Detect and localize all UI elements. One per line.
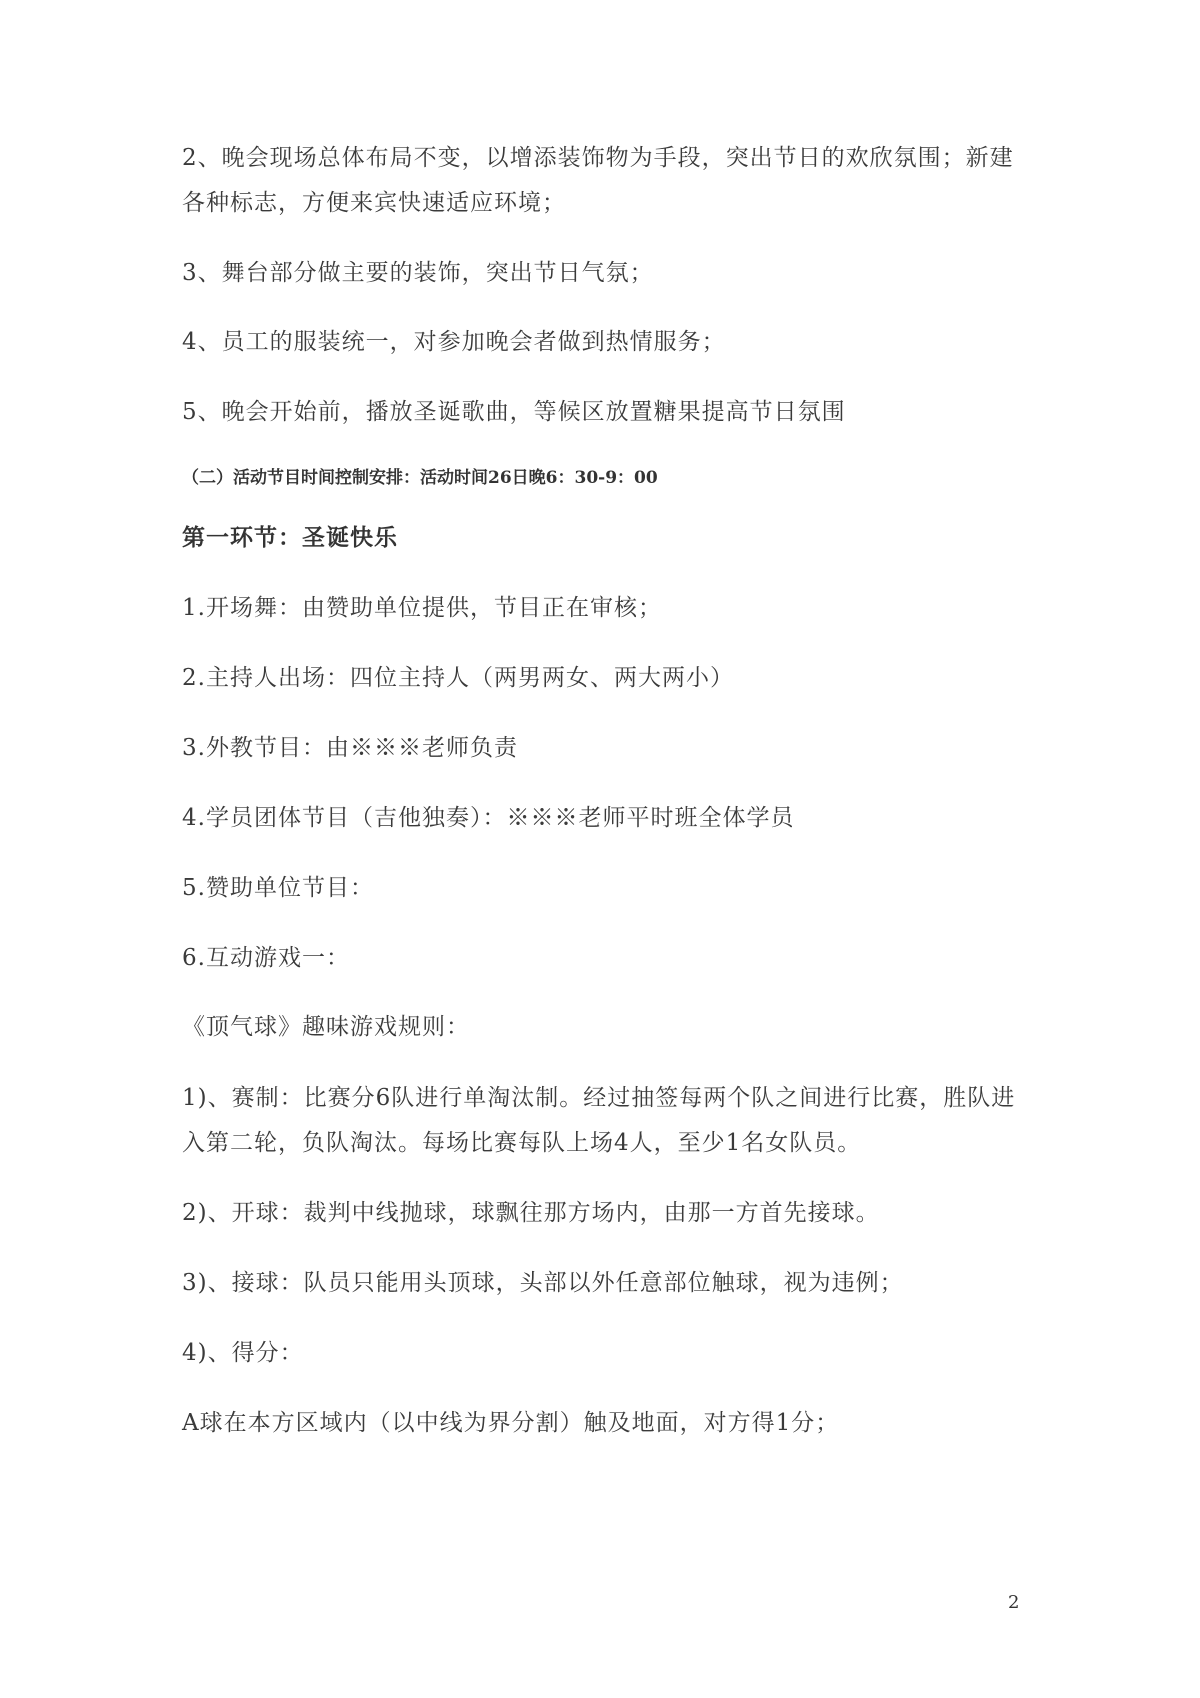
rule-1-line-1: 1)、赛制：比赛分6队进行单淘汰制。经过抽签每两个队之间进行比赛，胜队进 [182,1085,1016,1111]
paragraph-5: 5、晚会开始前，播放圣诞歌曲，等候区放置糖果提高节日氛围 [182,399,846,425]
page-number: 2 [1008,1592,1020,1613]
list-item-6: 6.互动游戏一： [182,945,350,971]
list-item-3: 3.外教节目：由※※※老师负责 [182,735,518,761]
schedule-subheading: （二）活动节目时间控制安排：活动时间26日晚6：30-9：00 [182,468,658,488]
paragraph-3: 3、舞台部分做主要的装饰，突出节日气氛； [182,260,654,286]
rule-4: 4)、得分： [182,1340,304,1366]
rule-1-line-2: 入第二轮，负队淘汰。每场比赛每队上场4人，至少1名女队员。 [182,1130,862,1156]
paragraph-2-line-1: 2、晚会现场总体布局不变，以增添装饰物为手段，突出节日的欢欣氛围；新建 [182,145,1014,171]
rule-2: 2)、开球：裁判中线抛球，球飘往那方场内，由那一方首先接球。 [182,1200,880,1226]
paragraph-2-line-2: 各种标志，方便来宾快速适应环境； [182,190,566,216]
game-title: 《顶气球》趣味游戏规则： [182,1014,470,1040]
list-item-4: 4.学员团体节目（吉他独奏）：※※※老师平时班全体学员 [182,805,795,831]
rule-3: 3)、接球：队员只能用头顶球，头部以外任意部位触球，视为违例； [182,1270,904,1296]
rule-a: A球在本方区域内（以中线为界分割）触及地面，对方得1分； [182,1410,840,1436]
list-item-2: 2.主持人出场：四位主持人（两男两女、两大两小） [182,665,734,691]
section-title: 第一环节：圣诞快乐 [182,524,398,551]
list-item-5: 5.赞助单位节目： [182,875,374,901]
paragraph-4: 4、员工的服装统一，对参加晚会者做到热情服务； [182,329,726,355]
list-item-1: 1.开场舞：由赞助单位提供，节目正在审核； [182,595,662,621]
